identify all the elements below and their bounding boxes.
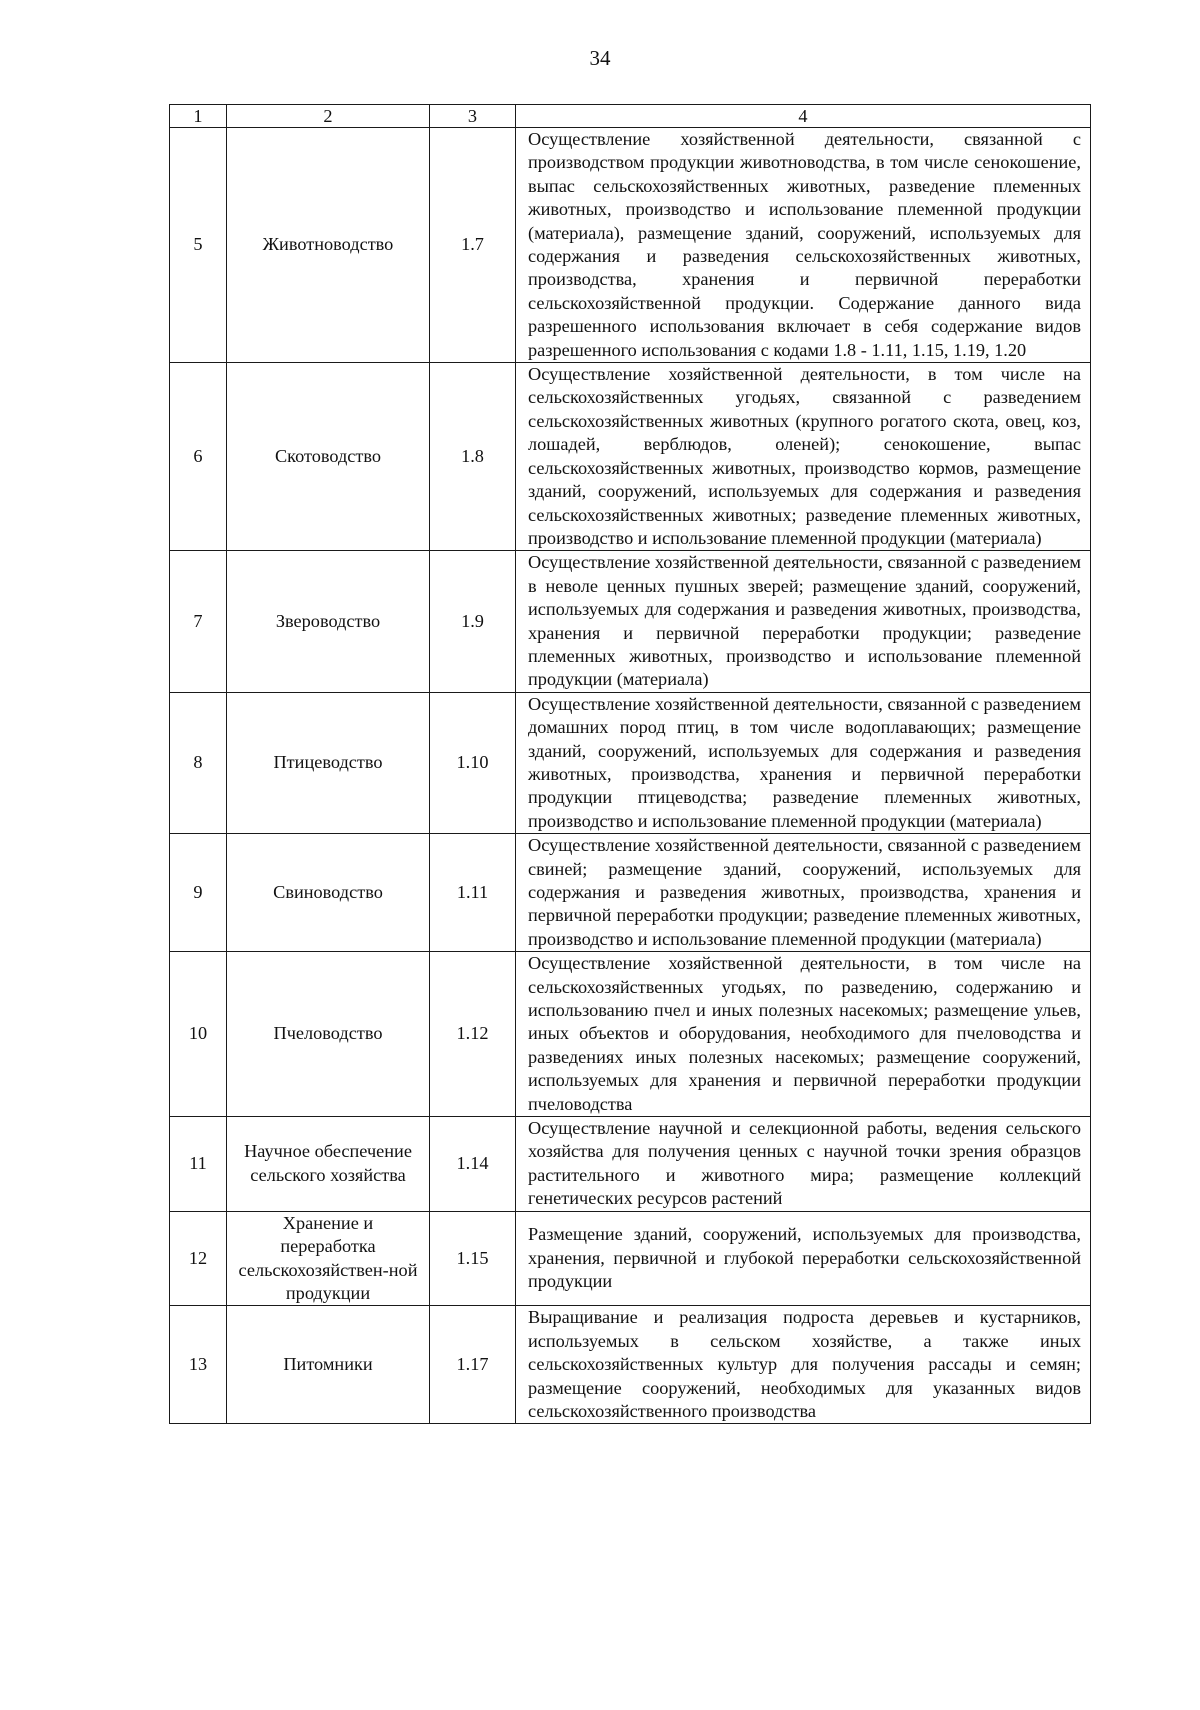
use-type-code: 1.14: [430, 1117, 516, 1212]
use-type-description: Размещение зданий, сооружений, используемых для производства, хранения, первичной и глубокой переработки сельскохозяйственной продукции: [516, 1211, 1091, 1306]
land-use-table: [169, 104, 1091, 1424]
use-type-code: 1.8: [430, 363, 516, 551]
use-type-code: 1.11: [430, 834, 516, 952]
use-type-name: Свиноводство: [227, 834, 430, 952]
column-header-4: 4: [516, 105, 1091, 128]
row-number: 11: [170, 1117, 227, 1212]
use-type-name: Питомники: [227, 1306, 430, 1424]
use-type-name: Пчеловодство: [227, 952, 430, 1117]
use-type-description: Осуществление хозяйственной деятельности, связанной с производством продукции животноводства, в том числе сенокошение, выпас сельскохозяйственных животных, разведение племенных животных, производство и использование племенной продукции (материала), размещение зданий, сооружений, используемых для содержания и разведения сельскохозяйственных животных, производства, хранения и первичной переработки сельскохозяйственной продукции. Содержание данного вида разрешенного использования включает в себя содержание видов разрешенного использования с кодами 1.8 - 1.11, 1.15, 1.19, 1.20: [516, 128, 1091, 363]
use-type-description: Осуществление хозяйственной деятельности, в том числе на сельскохозяйственных угодьях, связанной с разведением сельскохозяйственных животных (крупного рогатого скота, овец, коз, лошадей, верблюдов, оленей); сенокошение, выпас сельскохозяйственных животных, производство кормов, размещение зданий, сооружений, используемых для содержания и разведения сельскохозяйственных животных; разведение племенных животных, производство и использование племенной продукции (материала): [516, 363, 1091, 551]
row-number: 6: [170, 363, 227, 551]
use-type-description: Осуществление хозяйственной деятельности, в том числе на сельскохозяйственных угодьях, по разведению, содержанию и использованию пчел и иных полезных насекомых; размещение ульев, иных объектов и оборудования, необходимого для пчеловодства и разведениях иных полезных насекомых; размещение сооружений, используемых для хранения и первичной переработки продукции пчеловодства: [516, 952, 1091, 1117]
row-number: 10: [170, 952, 227, 1117]
use-type-description: Осуществление хозяйственной деятельности, связанной с разведением в неволе ценных пушных зверей; размещение зданий, сооружений, используемых для содержания и разведения животных, производства, хранения и первичной переработки продукции; разведение племенных животных, производство и использование племенной продукции (материала): [516, 551, 1091, 692]
use-type-code: 1.15: [430, 1211, 516, 1306]
table-row: [170, 834, 1091, 952]
use-type-description: Осуществление хозяйственной деятельности, связанной с разведением домашних пород птиц, в том числе водоплавающих; размещение зданий, сооружений, используемых для содержания и разведения животных, производства, хранения и первичной переработки продукции птицеводства; разведение племенных животных, производство и использование племенной продукции (материала): [516, 692, 1091, 833]
row-number: 5: [170, 128, 227, 363]
row-number: 8: [170, 692, 227, 833]
use-type-code: 1.17: [430, 1306, 516, 1424]
table-row: [170, 551, 1091, 692]
table-row: [170, 692, 1091, 833]
table-row: [170, 363, 1091, 551]
use-type-name: Скотоводство: [227, 363, 430, 551]
table-row: [170, 1211, 1091, 1306]
row-number: 9: [170, 834, 227, 952]
use-type-name: Звероводство: [227, 551, 430, 692]
use-type-code: 1.10: [430, 692, 516, 833]
table-row: [170, 1117, 1091, 1212]
use-type-name: Хранение и переработка сельскохозяйствен-ной продукции: [227, 1211, 430, 1306]
table-row: [170, 952, 1091, 1117]
column-header-3: 3: [430, 105, 516, 128]
table-row: [170, 128, 1091, 363]
use-type-description: Выращивание и реализация подроста деревьев и кустарников, используемых в сельском хозяйстве, а также иных сельскохозяйственных культур для получения рассады и семян; размещение сооружений, необходимых для указанных видов сельскохозяйственного производства: [516, 1306, 1091, 1424]
use-type-name: Научное обеспечение сельского хозяйства: [227, 1117, 430, 1212]
table-row: [170, 1306, 1091, 1424]
row-number: 12: [170, 1211, 227, 1306]
row-number: 7: [170, 551, 227, 692]
use-type-code: 1.12: [430, 952, 516, 1117]
use-type-description: Осуществление научной и селекционной работы, ведения сельского хозяйства для получения ценных с научной точки зрения образцов растительного и животного мира; размещение коллекций генетических ресурсов растений: [516, 1117, 1091, 1212]
use-type-code: 1.7: [430, 128, 516, 363]
use-type-name: Животноводство: [227, 128, 430, 363]
use-type-name: Птицеводство: [227, 692, 430, 833]
column-header-1: 1: [170, 105, 227, 128]
page-number: 34: [589, 46, 611, 70]
column-header-2: 2: [227, 105, 430, 128]
use-type-description: Осуществление хозяйственной деятельности, связанной с разведением свиней; размещение зданий, сооружений, используемых для содержания и разведения животных, производства, хранения и первичной переработки продукции; разведение племенных животных, производство и использование племенной продукции (материала): [516, 834, 1091, 952]
row-number: 13: [170, 1306, 227, 1424]
use-type-code: 1.9: [430, 551, 516, 692]
table-header-row: [170, 105, 1091, 128]
